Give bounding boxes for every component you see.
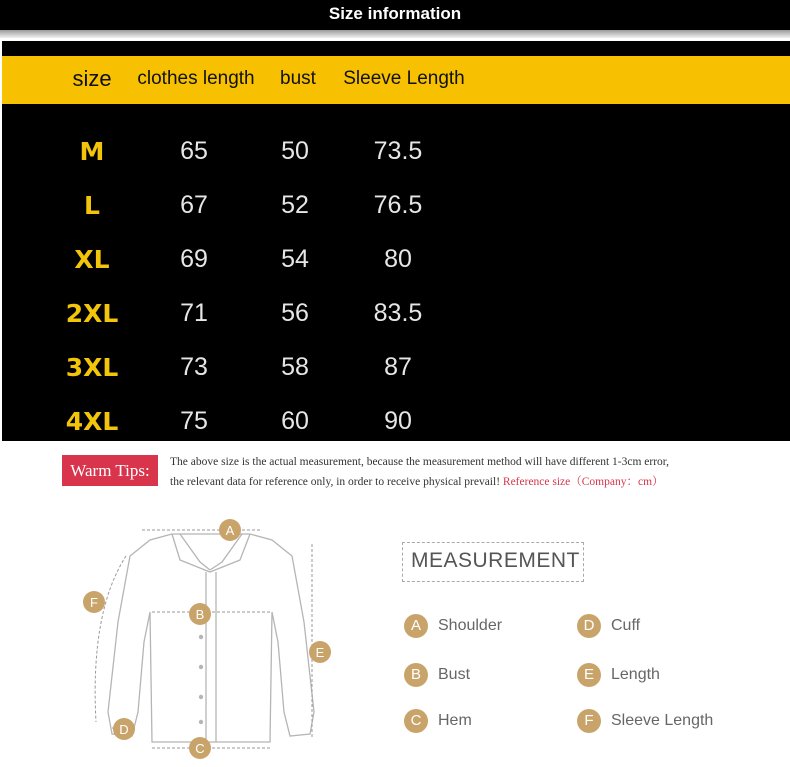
legend-label: Hem — [438, 712, 472, 729]
sleeve-value: 80 — [384, 245, 412, 273]
warm-tips-badge: Warm Tips: — [62, 455, 158, 486]
bust-value: 54 — [281, 245, 309, 273]
header-size: size — [72, 66, 112, 91]
header-bust: bust — [280, 68, 316, 89]
size-label: 3XL — [65, 353, 119, 382]
table-row — [2, 125, 790, 179]
size-label: M — [79, 137, 105, 166]
size-label: 2XL — [65, 299, 119, 328]
size-label: L — [84, 191, 100, 220]
legend-label: Sleeve Length — [611, 712, 714, 729]
sleeve-value: 83.5 — [373, 299, 423, 327]
legend-label: Shoulder — [438, 617, 503, 634]
shirt-measurement-diagram — [60, 512, 360, 762]
header-clothes-length: clothes length — [137, 68, 255, 89]
tips-line-2-text: the relevant data for reference only, in order to receive physical prevail! — [170, 476, 501, 488]
sleeve-value: 73.5 — [373, 137, 423, 165]
table-row — [2, 395, 790, 449]
legend-label: Bust — [438, 666, 471, 683]
diagram-label-b: B — [195, 607, 205, 622]
diagram-label-f: F — [90, 595, 98, 610]
table-row — [2, 179, 790, 233]
sleeve-value: 76.5 — [373, 191, 423, 219]
legend-label: Cuff — [611, 617, 641, 634]
length-value: 65 — [180, 137, 208, 165]
size-label: 4XL — [65, 407, 119, 436]
length-value: 75 — [180, 407, 208, 435]
bust-value: 56 — [281, 299, 309, 327]
diagram-label-c: C — [195, 741, 205, 756]
header-sleeve-length: Sleeve Length — [343, 68, 465, 89]
banner — [0, 0, 790, 30]
diagram-label-d: D — [119, 722, 129, 737]
bust-value: 52 — [281, 191, 309, 219]
sleeve-value: 87 — [384, 353, 412, 381]
diagram-label-a: A — [225, 523, 235, 538]
badge-b-icon: B — [404, 663, 428, 687]
badge-e-icon: E — [577, 663, 601, 687]
bust-value: 58 — [281, 353, 309, 381]
table-row — [2, 233, 790, 287]
measurement-title: MEASUREMENT — [411, 549, 580, 572]
length-value: 69 — [180, 245, 208, 273]
badge-d-icon: D — [577, 614, 601, 638]
shirt-outline-icon — [108, 534, 314, 742]
tips-line-1: The above size is the actual measurement, because the measurement method will have different 1-3cm error, — [170, 456, 670, 468]
measurement-title-box — [402, 542, 584, 582]
size-label: XL — [74, 245, 110, 274]
bust-value: 50 — [281, 137, 309, 165]
size-table — [2, 41, 790, 441]
badge-f-icon: F — [577, 709, 601, 733]
legend-label: Length — [611, 666, 660, 683]
warm-tips — [62, 452, 762, 492]
length-value: 67 — [180, 191, 208, 219]
length-value: 73 — [180, 353, 208, 381]
table-row — [2, 287, 790, 341]
badge-c-icon: C — [404, 709, 428, 733]
table-row — [2, 341, 790, 395]
table-header — [2, 56, 790, 104]
sleeve-value: 90 — [384, 407, 412, 435]
diagram-label-e: E — [315, 645, 325, 660]
bust-value: 60 — [281, 407, 309, 435]
length-value: 71 — [180, 299, 208, 327]
banner-divider — [0, 30, 790, 38]
banner-title: Size information — [328, 4, 462, 23]
badge-a-icon: A — [404, 614, 428, 638]
tips-line-2 — [170, 473, 664, 489]
tips-reference-unit: Reference size（Company：cm） — [502, 476, 664, 488]
